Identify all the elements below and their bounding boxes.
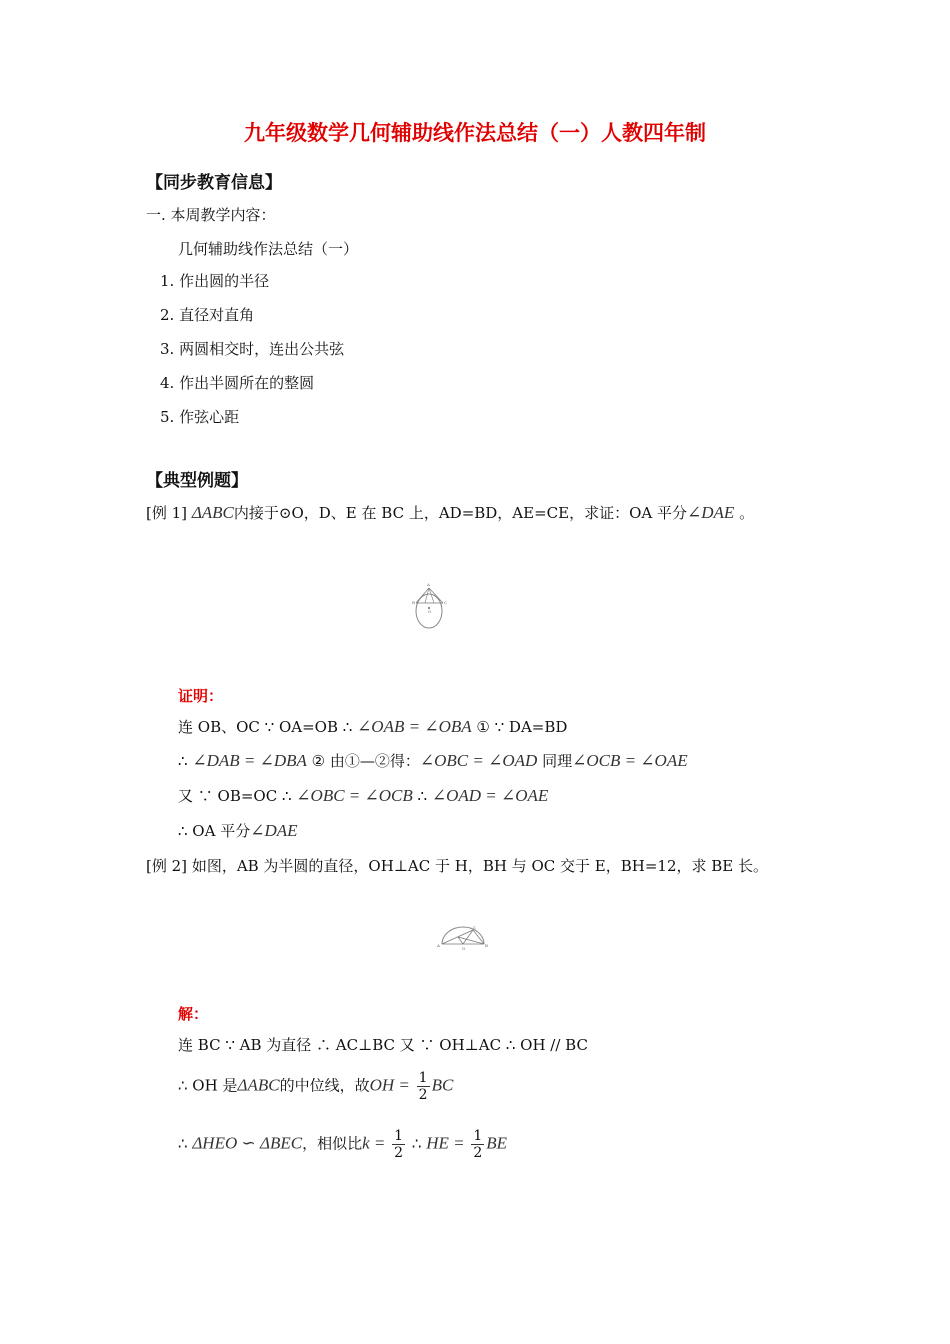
- list-item: 3. 两圆相交时，连出公共弦: [160, 340, 345, 358]
- proof-line-1: 连 OB、OC ∵ OA=OB ∴ ∠OAB = ∠OBA ① ∵ DA=BD: [178, 717, 568, 736]
- example-2-statement: [例 2] 如图，AB 为半圆的直径，OH⊥AC 于 H，BH 与 OC 交于 E，BH=12，求 BE 长。: [146, 857, 769, 875]
- solution-label: 解：: [178, 1005, 209, 1023]
- section-heading-sync: 【同步教育信息】: [146, 173, 282, 193]
- fraction-one-half: $\frac{1}{2}$: [473, 1128, 483, 1161]
- svg-text:B: B: [485, 943, 488, 948]
- svg-text:C: C: [444, 600, 448, 605]
- solution-line-1: 连 BC ∵ AB 为直径 ∴ AC⊥BC 又 ∵ OH⊥AC ∴ OH // BC: [178, 1036, 588, 1054]
- svg-text:O: O: [462, 946, 466, 951]
- fraction-one-half: $\frac{1}{2}$: [394, 1128, 404, 1161]
- svg-text:A: A: [427, 582, 430, 587]
- example-2-figure: [436, 924, 490, 952]
- list-item: 1. 作出圆的半径: [160, 272, 270, 290]
- list-item: 2. 直径对直角: [160, 306, 255, 324]
- content-subtitle: 几何辅助线作法总结（一）: [178, 240, 359, 258]
- svg-text:O: O: [428, 609, 432, 614]
- example-1-statement: [例 1] ΔABC内接于⊙O，D、E 在 BC 上，AD=BD，AE=CE，求证：OA 平分∠DAE 。: [146, 503, 755, 522]
- svg-text:B: B: [412, 600, 415, 605]
- proof-label: 证明：: [178, 687, 224, 705]
- section-heading-examples: 【典型例题】: [146, 471, 248, 491]
- proof-line-3: 又 ∵ OB=OC ∴ ∠OBC = ∠OCB ∴ ∠OAD = ∠OAE: [178, 786, 549, 805]
- list-item: 4. 作出半圆所在的整圆: [160, 374, 315, 392]
- example-1-figure: [410, 582, 450, 632]
- fraction-one-half: $\frac{1}{2}$: [418, 1070, 428, 1103]
- solution-line-2: ∴ OH 是ΔABC的中位线，故OH = $\frac{1}{2}$ BC: [178, 1070, 454, 1103]
- list-item: 5. 作弦心距: [160, 408, 240, 426]
- content-heading: 一. 本周教学内容：: [146, 206, 276, 224]
- solution-line-3: ∴ ΔHEO ∽ ΔBEC，相似比k = $\frac{1}{2}$ ∴ HE = $\frac{1}{2}$ BE: [178, 1128, 508, 1161]
- svg-text:C: C: [473, 925, 477, 930]
- page-title: 九年级数学几何辅助线作法总结（一）人教四年制: [244, 120, 706, 145]
- proof-line-2: ∴ ∠DAB = ∠DBA ② 由①—②得：∠OBC = ∠OAD 同理∠OCB = ∠OAE: [178, 751, 688, 770]
- proof-line-4: ∴ OA 平分∠DAE: [178, 821, 298, 840]
- svg-text:A: A: [437, 943, 440, 948]
